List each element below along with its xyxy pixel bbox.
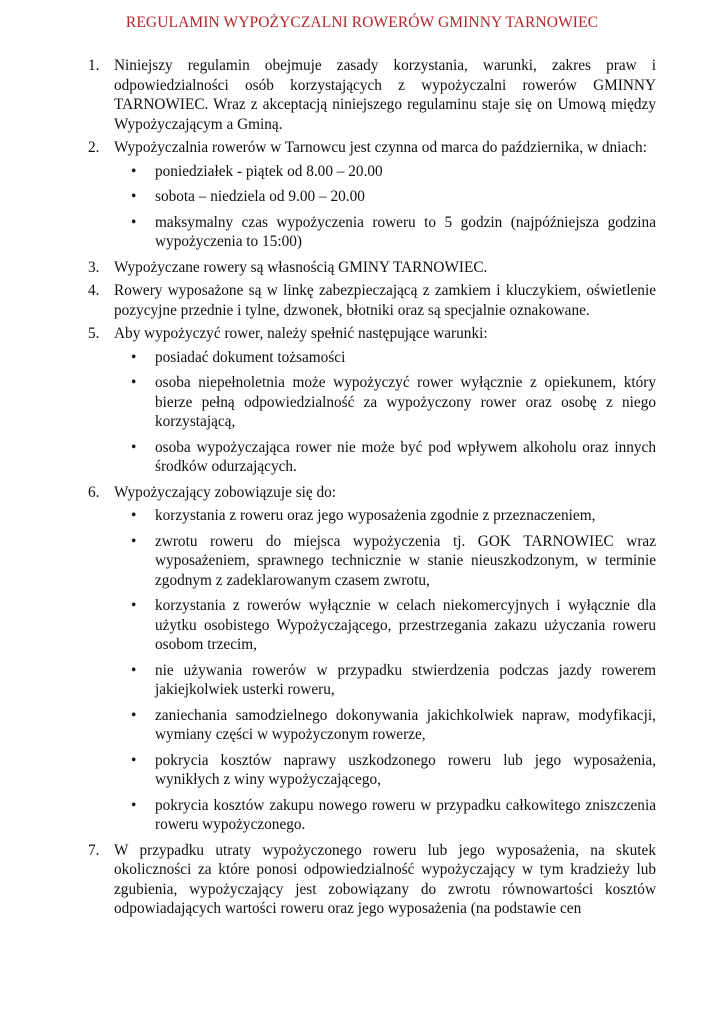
bullet-list (114, 506, 656, 835)
rule-text: Aby wypożyczyć rower, należy spełnić następujące warunki: (114, 325, 488, 342)
bullet-item (114, 596, 656, 655)
rule-item (88, 56, 656, 134)
bullet-text: maksymalny czas wypożyczenia roweru to 5 godzin (najpóźniejsza godzina wypożyczenia to 15:00) (155, 213, 656, 250)
bullet-icon: • (131, 507, 137, 524)
rule-item (88, 281, 656, 320)
bullet-icon: • (131, 532, 137, 550)
rule-text: W przypadku utraty wypożyczonego roweru lub jego wyposażenia, na skutek okoliczności za które ponosi odpowiedzialność wypożyczający w tym kradzieży lub zgubienia, wypożyczający jest zobowiązany do zwrotu równowartości kosztów odpowiadających wartości roweru oraz jego wyposażenia (na podstawie cen (114, 841, 656, 917)
bullet-icon: • (131, 213, 137, 231)
bullet-icon: • (131, 374, 137, 391)
bullet-text: sobota – niedziela od 9.00 – 20.00 (155, 188, 365, 205)
bullet-item (114, 348, 656, 368)
rule-item (88, 483, 656, 835)
bullet-item (114, 187, 656, 207)
bullet-text: zaniechania samodzielnego dokonywania jakichkolwiek napraw, modyfikacji, wymiany części w wypożyczonym rowerze, (155, 706, 656, 743)
bullet-text: zwrotu roweru do miejsca wypożyczenia tj. GOK TARNOWIEC wraz wyposażeniem, sprawnego technicznie w stanie nieuszkodzonym, w terminie zgodnym z zadeklarowanym czasem zwrotu, (155, 532, 656, 589)
bullet-item (114, 506, 656, 526)
rule-item (88, 324, 656, 477)
bullet-item (114, 162, 656, 182)
bullet-text: korzystania z roweru oraz jego wyposażenia zgodnie z przeznaczeniem, (155, 507, 596, 524)
rule-number: 7. (88, 841, 100, 859)
bullet-item (114, 373, 656, 432)
bullet-icon: • (131, 597, 137, 614)
bullet-item (114, 706, 656, 745)
document-title: REGULAMIN WYPOŻYCZALNI ROWERÓW GMINNY TARNOWIEC (125, 14, 599, 31)
bullet-icon: • (131, 706, 137, 724)
rule-text: Niniejszy regulamin obejmuje zasady korzystania, warunki, zakres praw i odpowiedzialności osób korzystających z wypożyczalni rowerów GMINNY TARNOWIEC. Wraz z akceptacją niniejszego regulaminu staje się on Umową między Wypożyczającym a Gminą. (114, 57, 656, 133)
rule-number: 3. (88, 258, 100, 276)
bullet-list (114, 162, 656, 252)
bullet-item (114, 532, 656, 591)
rule-item (88, 138, 656, 252)
bullet-text: posiadać dokument tożsamości (155, 348, 346, 366)
bullet-icon: • (131, 188, 137, 205)
bullet-text: pokrycia kosztów zakupu nowego roweru w przypadku całkowitego zniszczenia roweru wypożyczonego. (155, 796, 656, 833)
bullet-item (114, 796, 656, 835)
rule-text: Wypożyczający zobowiązuje się do: (114, 483, 337, 501)
bullet-icon: • (131, 661, 137, 679)
bullet-list (114, 348, 656, 477)
bullet-item (114, 661, 656, 700)
bullet-item (114, 438, 656, 477)
bullet-text: korzystania z rowerów wyłącznie w celach niekomercyjnych i wyłącznie dla użytku osobistego Wypożyczającego, przestrzegania zakazu użyczania roweru osobom trzecim, (155, 597, 656, 653)
rule-text: Rowery wyposażone są w linkę zabezpieczającą z zamkiem i kluczykiem, oświetlenie pozycyjne przednie i tylne, dzwonek, błotniki oraz są specjalnie oznakowane. (114, 282, 656, 319)
bullet-text: poniedziałek - piątek od 8.00 – 20.00 (155, 162, 383, 180)
bullet-text: osoba niepełnoletnia może wypożyczyć rower wyłącznie z opiekunem, który bierze pełną odpowiedzialność za wypożyczony rower oraz osobę z niego korzystającą, (155, 374, 656, 430)
rule-item (88, 258, 656, 278)
rule-number: 2. (88, 139, 100, 156)
bullet-icon: • (131, 162, 137, 180)
rule-number: 4. (88, 282, 100, 299)
bullet-icon: • (131, 438, 137, 456)
bullet-item (114, 213, 656, 252)
bullet-text: pokrycia kosztów naprawy uszkodzonego roweru lub jego wyposażenia, wynikłych z winy wypożyczającego, (155, 751, 656, 788)
rule-number: 5. (88, 325, 100, 342)
bullet-item (114, 751, 656, 790)
bullet-icon: • (131, 796, 137, 814)
bullet-icon: • (131, 348, 137, 366)
bullet-text: osoba wypożyczająca rower nie może być pod wpływem alkoholu oraz innych środków odurzających. (155, 438, 656, 475)
rule-number: 1. (88, 57, 100, 74)
rule-text: Wypożyczane rowery są własnością GMINY TARNOWIEC. (114, 258, 488, 276)
rule-number: 6. (88, 483, 100, 501)
rules-list (88, 56, 656, 923)
rule-text: Wypożyczalnia rowerów w Tarnowcu jest czynna od marca do października, w dniach: (114, 139, 647, 156)
rule-item (88, 841, 656, 919)
bullet-icon: • (131, 751, 137, 769)
bullet-text: nie używania rowerów w przypadku stwierdzenia podczas jazdy rowerem jakiejkolwiek usterki roweru, (155, 661, 656, 698)
